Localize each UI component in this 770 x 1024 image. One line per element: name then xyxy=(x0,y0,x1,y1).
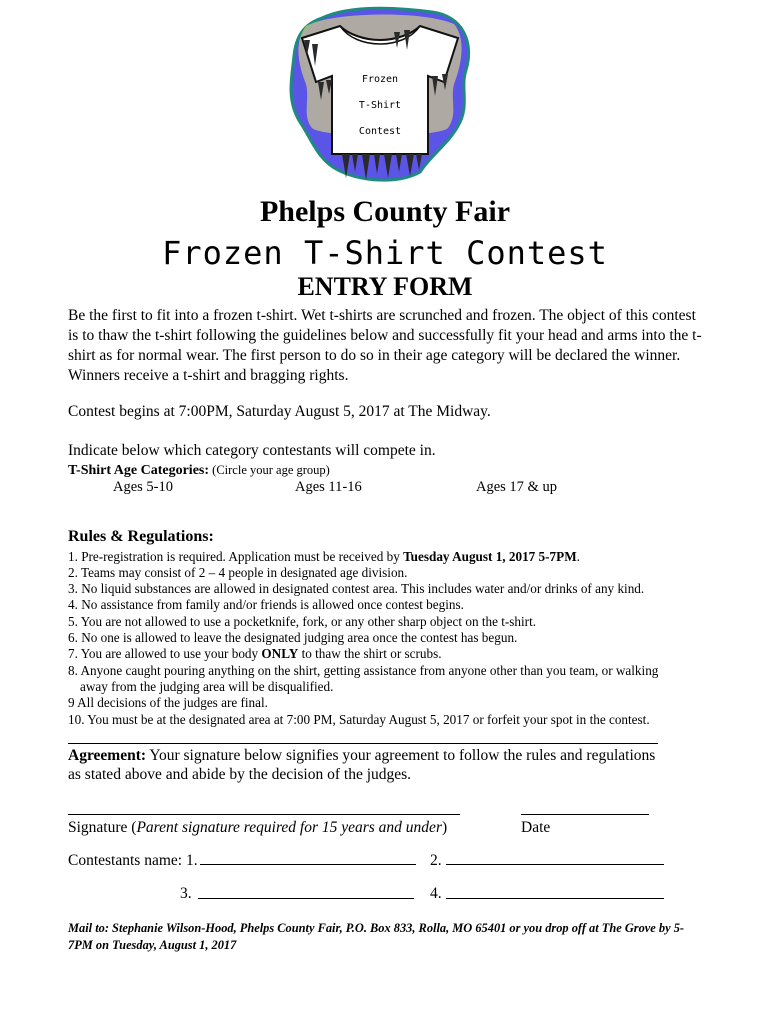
rule-1: 1. Pre-registration is required. Application must be received by Tuesday August 1, 2017 5-7PM. xyxy=(68,549,580,564)
contestant-2-line[interactable] xyxy=(446,864,664,865)
rules-heading: Rules & Regulations: xyxy=(68,528,214,545)
rule-4: 4. No assistance from family and/or friends is allowed once contest begins. xyxy=(68,597,464,612)
contestants-label: Contestants name: 1. xyxy=(68,852,198,869)
contestant-1-line[interactable] xyxy=(200,864,416,865)
agreement-text-continued: as stated above and abide by the decision of the judges. xyxy=(68,766,412,783)
agreement-text: Agreement: Your signature below signifies your agreement to follow the rules and regulations xyxy=(68,747,656,764)
contestant-3-line[interactable] xyxy=(198,898,414,899)
contestant-4-number: 4. xyxy=(430,885,442,902)
category-option-3[interactable]: Ages 17 & up xyxy=(476,479,557,495)
logo-line-1: Frozen xyxy=(361,74,399,85)
form-heading: ENTRY FORM xyxy=(297,272,473,301)
logo-line-3: Contest xyxy=(358,126,402,137)
rule-2: 2. Teams may consist of 2 – 4 people in designated age division. xyxy=(68,565,408,580)
page-subtitle: Frozen T-Shirt Contest xyxy=(162,234,608,272)
contestant-2-number: 2. xyxy=(430,852,442,869)
contestant-3-number: 3. xyxy=(180,885,192,902)
rule-8: 8. Anyone caught pouring anything on the shirt, getting assistance from anyone other than you team, or walking xyxy=(68,663,659,678)
intro-paragraph: Be the first to fit into a frozen t-shirt. Wet t-shirts are scrunched and frozen. The object of this contest is to thaw the t-shirt following the guidelines below and successfully fit your head and arms into the t-shirt as for normal wear. The first person to do so in their age category will be declared the winner. Winners receive a t-shirt and bragging rights. xyxy=(68,307,702,384)
frozen-tshirt-icon xyxy=(282,4,478,184)
rule-8-continued: away from the judging area will be disqualified. xyxy=(80,679,334,694)
rule-7: 7. You are allowed to use your body ONLY to thaw the shirt or scrubs. xyxy=(68,646,442,661)
category-option-2[interactable]: Ages 11-16 xyxy=(295,479,362,495)
page-title: Phelps County Fair xyxy=(259,195,511,228)
signature-line[interactable] xyxy=(68,814,460,815)
date-label: Date xyxy=(521,819,551,836)
rule-6: 6. No one is allowed to leave the designated judging area once the contest has begun. xyxy=(68,630,518,645)
logo-line-2: T-Shirt xyxy=(358,100,402,111)
rule-10: 10. You must be at the designated area at 7:00 PM, Saturday August 5, 2017 or forfeit your spot in the contest. xyxy=(68,712,650,727)
rule-3: 3. No liquid substances are allowed in designated contest area. This includes water and/or drinks of any kind. xyxy=(68,581,645,596)
rule-5: 5. You are not allowed to use a pocketknife, fork, or any other sharp object on the t-shirt. xyxy=(68,614,537,629)
mail-to-text-continued: 7PM on Tuesday, August 1, 2017 xyxy=(68,938,237,952)
age-categories-label: T-Shirt Age Categories: (Circle your age group) xyxy=(68,463,330,478)
rule-9: 9 All decisions of the judges are final. xyxy=(68,695,268,710)
contestant-4-line[interactable] xyxy=(446,898,664,899)
signature-label: Signature (Parent signature required for 15 years and under) xyxy=(68,819,448,836)
category-option-1[interactable]: Ages 5-10 xyxy=(113,479,174,495)
date-line[interactable] xyxy=(521,814,649,815)
contest-logo xyxy=(282,4,478,184)
section-divider xyxy=(68,743,658,744)
mail-to-text: Mail to: Stephanie Wilson-Hood, Phelps County Fair, P.O. Box 833, Rolla, MO 65401 or you drop off at The Grove by 5- xyxy=(68,921,685,935)
contest-start-text: Contest begins at 7:00PM, Saturday August 5, 2017 at The Midway. xyxy=(68,403,491,420)
category-intro-text: Indicate below which category contestants will compete in. xyxy=(68,442,436,459)
